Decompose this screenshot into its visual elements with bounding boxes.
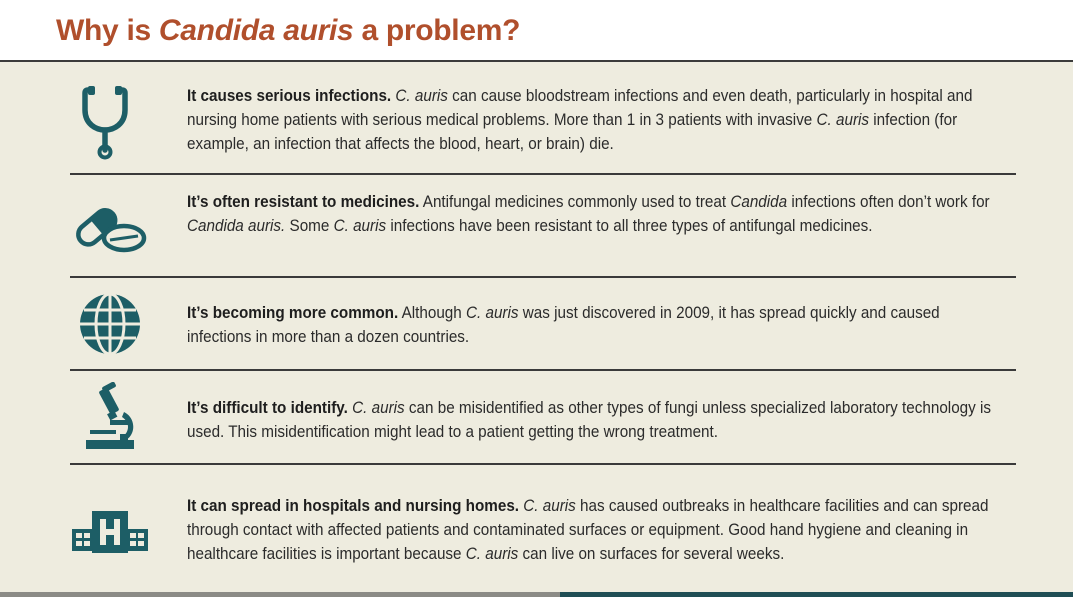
hospital-icon	[70, 492, 150, 572]
divider	[70, 369, 1016, 371]
item-body: C. auris can be misidentified as other types of fungi unless specialized laboratory technology is used. This misidentification might lead to a patient getting the wrong treatment.	[187, 399, 992, 441]
item-text: It causes serious infections. C. auris can cause bloodstream infections and even death, particularly in hospital and nursing home patients with serious medical problems. More than 1 in 3 patients with invasive C. auris infection (for example, an infection that affects the blood, heart, or brain) die.	[187, 87, 973, 153]
microscope-icon	[70, 378, 150, 458]
divider	[70, 463, 1016, 465]
footer-bar-left	[0, 592, 560, 597]
item-body: Although C. auris was just discovered in 2009, it has spread quickly and caused infections in more than a dozen countries.	[187, 304, 940, 346]
item-spread-hospitals	[0, 468, 1073, 586]
item-resistant-medicines	[0, 178, 1073, 274]
item-body: C. auris can cause bloodstream infections and even death, particularly in hospital and nursing home patients with serious medical problems. More than 1 in 3 patients with invasive C. auris infection (for example, an infection that affects the blood, heart, or brain) die.	[187, 87, 973, 153]
item-difficult-identify	[0, 374, 1073, 462]
globe-icon	[70, 284, 150, 364]
item-text: It’s difficult to identify. C. auris can be misidentified as other types of fungi unless specialized laboratory technology is used. This misidentification might lead to a patient getting the wrong treatment.	[187, 399, 992, 441]
divider	[70, 276, 1016, 278]
stethoscope-icon	[70, 82, 150, 162]
item-text: It can spread in hospitals and nursing homes. C. auris has caused outbreaks in healthcare facilities and can spread through contact with affected patients and contaminated surfaces or equipment. Good hand hygiene and cleaning in healthcare facilities is important because C. auris can live on surfaces for several weeks.	[187, 497, 989, 563]
item-body: C. auris has caused outbreaks in healthcare facilities and can spread through contact with affected patients and contaminated surfaces or equipment. Good hand hygiene and cleaning in healthcare facilities is important because C. auris can live on surfaces for several weeks.	[187, 497, 989, 563]
header	[0, 0, 1073, 62]
item-text: It’s often resistant to medicines. Antifungal medicines commonly used to treat Candida infections often don’t work for Candida auris. Some C. auris infections have been resistant to all three types of antifungal medicines.	[187, 193, 990, 235]
item-serious-infections	[0, 72, 1073, 172]
footer-bar-right	[560, 592, 1073, 597]
item-body: Antifungal medicines commonly used to treat Candida infections often don’t work for Candida auris. Some C. auris infections have been resistant to all three types of antifungal medicines.	[187, 193, 990, 235]
page-title: Why is Candida auris a problem?	[56, 14, 521, 47]
item-text: It’s becoming more common. Although C. auris was just discovered in 2009, it has spread quickly and caused infections in more than a dozen countries.	[187, 304, 940, 346]
divider	[70, 173, 1016, 175]
item-more-common	[0, 281, 1073, 369]
pills-icon	[70, 188, 150, 268]
header-divider	[0, 60, 1073, 62]
